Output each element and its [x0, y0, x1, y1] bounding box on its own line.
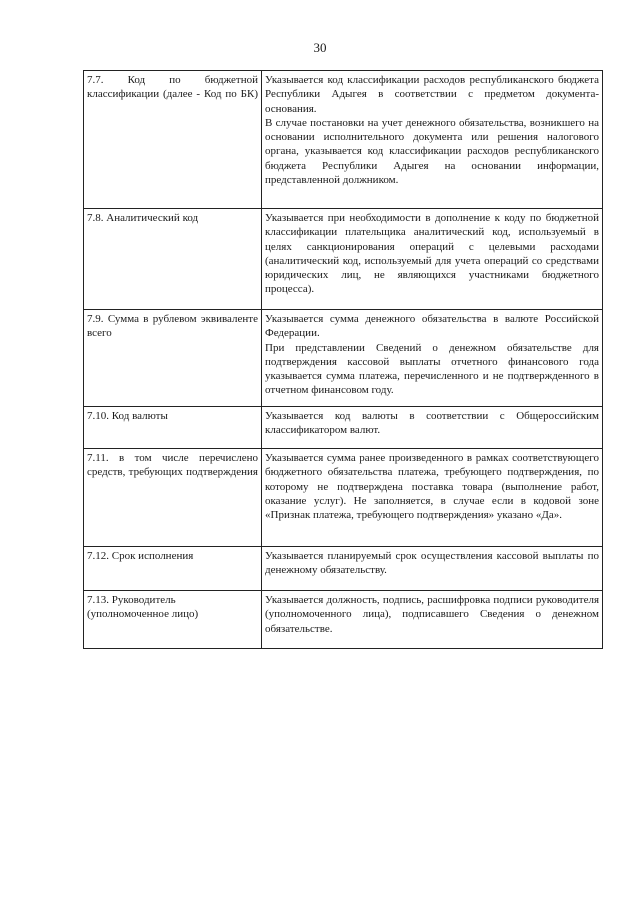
- description-cell: [262, 449, 603, 547]
- table-row: [84, 71, 603, 209]
- description-paragraph: Указывается сумма ранее произведенного в рамках соответствующего бюджетного обязательства платежа, требующего подтверждения, по которому не подтверждена поставка товара (выполнение работ, оказание услуг). Не заполняется, в случае если в кодовой зоне «Признак платежа, требующего подтверждения» указано «Да».: [265, 452, 599, 522]
- field-name-cell: [84, 591, 262, 649]
- field-name: 7.12. Срок исполнения: [87, 550, 194, 562]
- field-name: 7.10. Код валюты: [87, 410, 168, 422]
- description-cell: [262, 310, 603, 407]
- description-paragraph: Указывается код классификации расходов республиканского бюджета Республики Адыгея в соответствии с предметом документа-основания.: [265, 74, 599, 115]
- description-paragraph: При представлении Сведений о денежном обязательстве для подтверждения кассовой выплаты отчетного финансового года указывается сумма платежа, перечисленного и не подтвержденного в отчетном финансовом году.: [265, 341, 599, 397]
- table-row: [84, 209, 603, 310]
- table-row: [84, 547, 603, 591]
- page-number: 30: [313, 40, 327, 55]
- field-name-cell: [84, 547, 262, 591]
- field-name-cell: [84, 209, 262, 310]
- description-paragraph: Указывается код валюты в соответствии с Общероссийским классификатором валют.: [265, 410, 599, 437]
- field-name-cell: [84, 407, 262, 449]
- description-paragraph: Указывается при необходимости в дополнение к коду по бюджетной классификации плательщика аналитический код, используемый в целях санкционирования операций с целевыми расходами (аналитический код, используемый для учета операций со средствами юридических лиц, не являющихся участниками бюджетного процесса).: [265, 212, 599, 296]
- field-name-cell: [84, 310, 262, 407]
- field-name: 7.13. Руководитель (уполномоченное лицо): [87, 594, 199, 621]
- field-name: 7.9. Сумма в рублевом эквиваленте всего: [87, 313, 258, 340]
- table-row: [84, 407, 603, 449]
- description-paragraph: В случае постановки на учет денежного обязательства, возникшего на основании исполнительного документа или решения налогового органа, указывается код классификации расходов республиканского бюджета Республики Адыгея на основании информации, представленной должником.: [265, 116, 599, 187]
- description-cell: [262, 547, 603, 591]
- description-cell: [262, 407, 603, 449]
- description-cell: [262, 209, 603, 310]
- table-row: [84, 310, 603, 407]
- field-name-cell: [84, 71, 262, 209]
- description-paragraph: Указывается должность, подпись, расшифровка подписи руководителя (уполномоченного лица), подписавшего Сведения о денежном обязательстве.: [265, 594, 599, 635]
- description-cell: [262, 71, 603, 209]
- field-name: 7.11. в том числе перечислено средств, требующих подтверждения: [87, 452, 258, 479]
- description-paragraph: Указывается сумма денежного обязательства в валюте Российской Федерации.: [265, 313, 599, 340]
- field-name-cell: [84, 449, 262, 547]
- field-name: 7.8. Аналитический код: [87, 212, 199, 224]
- table-row: [84, 449, 603, 547]
- table-row: [84, 591, 603, 649]
- instructions-table: [83, 70, 603, 649]
- field-name: 7.7. Код по бюджетной классификации (далее - Код по БК): [87, 74, 258, 101]
- description-cell: [262, 591, 603, 649]
- description-paragraph: Указывается планируемый срок осуществления кассовой выплаты по денежному обязательству.: [265, 550, 599, 577]
